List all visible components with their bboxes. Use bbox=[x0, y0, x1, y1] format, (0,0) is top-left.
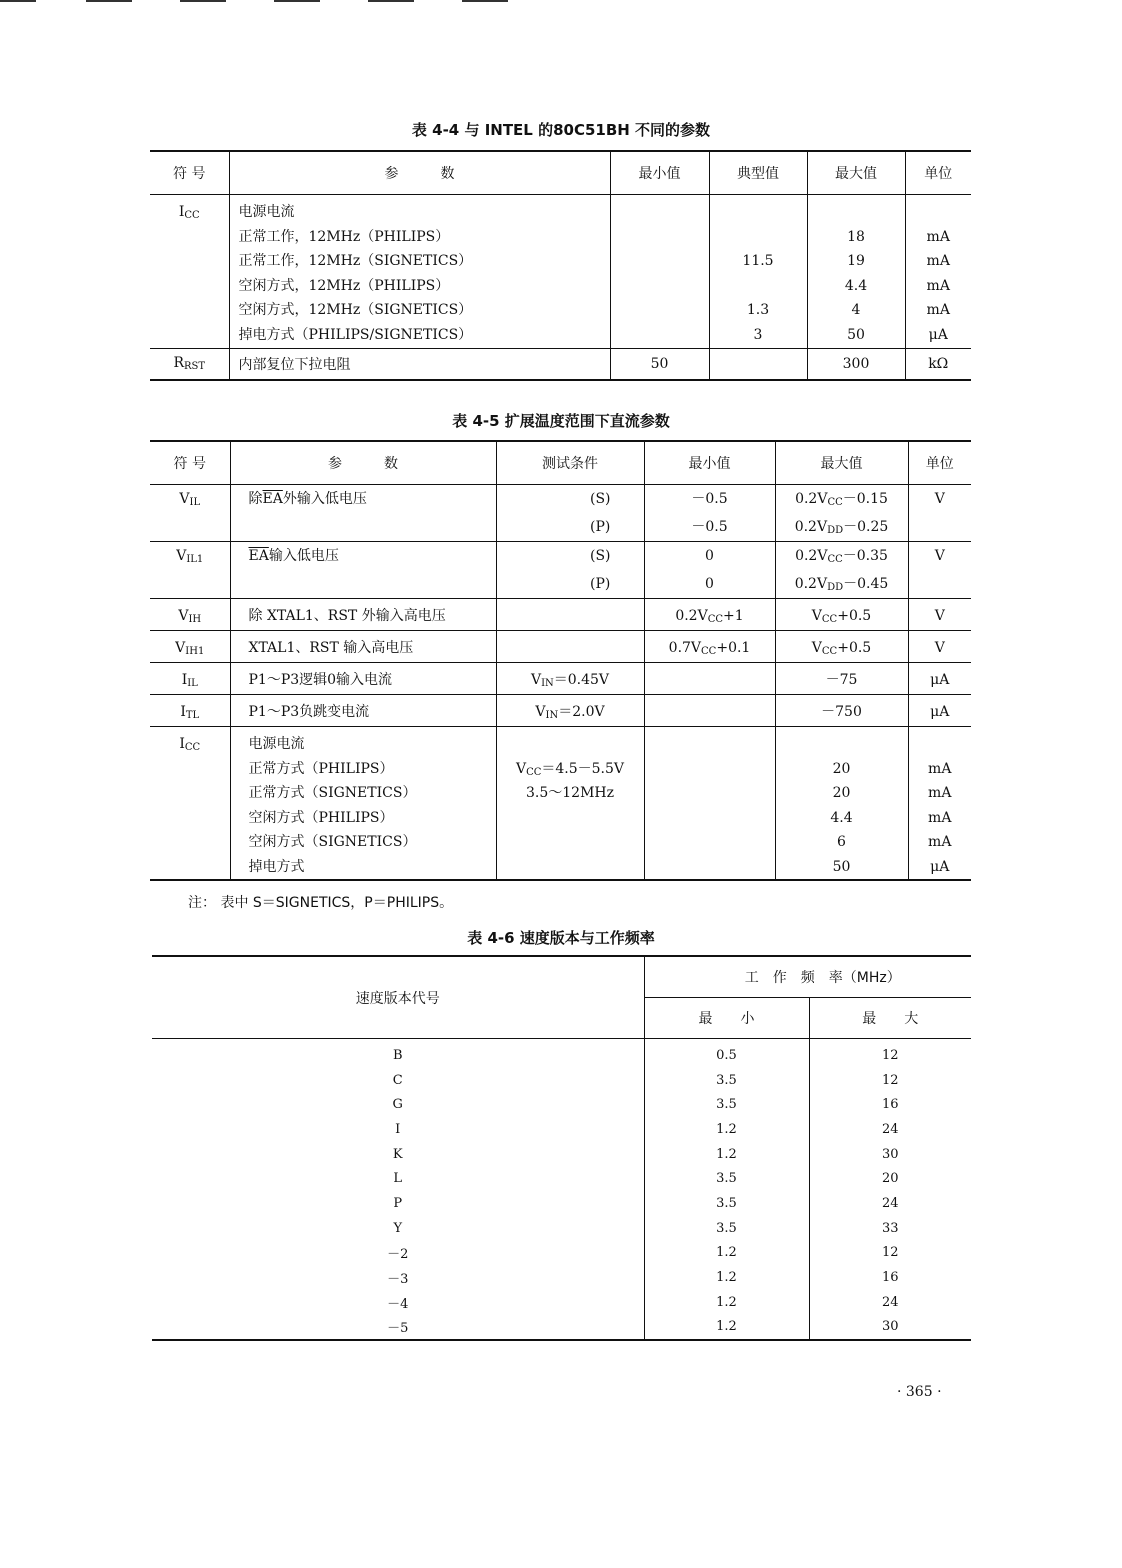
min-cell: 3.5 bbox=[644, 1216, 809, 1241]
max-cell: $V_{CC}+0.5$ bbox=[775, 599, 908, 631]
unit-cell: mA mA mA mA μA bbox=[905, 195, 971, 349]
unit-cell: kΩ bbox=[905, 348, 971, 380]
parameter-cell: XTAL1、RST 输入高电压 bbox=[230, 631, 496, 663]
header-symbol: 符 号 bbox=[150, 441, 230, 485]
unit-cell: V bbox=[908, 631, 971, 663]
condition-cell: $V_{IN}=0.45V$ bbox=[496, 663, 644, 695]
table-body bbox=[152, 1039, 971, 1341]
unit-cell: mA mA mA mA μA bbox=[908, 727, 971, 881]
table-row bbox=[152, 1068, 971, 1093]
speed-code-cell: C bbox=[392, 1072, 403, 1088]
speed-code-cell: Y bbox=[393, 1220, 403, 1236]
max-cell: 20 bbox=[809, 1166, 971, 1191]
min-cell: 3.5 bbox=[644, 1166, 809, 1191]
header-symbol: 符 号 bbox=[150, 151, 229, 195]
symbol-cell: $V_{IH}$ bbox=[150, 599, 230, 631]
header-min: 最小值 bbox=[644, 441, 775, 485]
table-row-vil1 bbox=[150, 542, 971, 599]
condition-cell bbox=[496, 485, 644, 542]
table-row-icc bbox=[150, 727, 971, 881]
parameter-cell: 电源电流 正常工作，12MHz（PHILIPS） 正常工作，12MHz（SIGNETICS） 空闲方式，12MHz（PHILIPS） 空闲方式，12MHz（SIGNETICS） 掉电方式（PHILIPS/SIGNETICS） bbox=[229, 195, 610, 349]
speed-code-cell: －2 bbox=[387, 1247, 409, 1263]
max-cell: 24 bbox=[809, 1290, 971, 1315]
condition-cell bbox=[496, 631, 644, 663]
table-row-vih bbox=[150, 599, 971, 631]
max-cell: 16 bbox=[809, 1092, 971, 1117]
min-cell: 1.2 bbox=[644, 1265, 809, 1290]
min-cell: 50 bbox=[610, 348, 709, 380]
min-cell: 1.2 bbox=[644, 1315, 809, 1341]
table-row bbox=[152, 1216, 971, 1241]
symbol-cell: $V_{IH1}$ bbox=[150, 631, 230, 663]
table-4-6-title: 表 4-6 速度版本与工作频率 bbox=[467, 929, 655, 947]
unit-cell: μA bbox=[908, 695, 971, 727]
symbol-cell: $I_{CC}$ bbox=[150, 195, 229, 349]
table-row-iil bbox=[150, 663, 971, 695]
header-unit: 单位 bbox=[905, 151, 971, 195]
min-cell: 1.2 bbox=[644, 1142, 809, 1167]
top-scan-marks bbox=[0, 0, 1122, 4]
min-cell: 3.5 bbox=[644, 1092, 809, 1117]
parameter-cell: $\overline{EA}$输入低电压 (S) (P) bbox=[230, 542, 496, 599]
speed-code-cell: －3 bbox=[387, 1272, 409, 1288]
table-4-5-title: 表 4-5 扩展温度范围下直流参数 bbox=[452, 412, 670, 430]
header-unit: 单位 bbox=[908, 441, 971, 485]
min-cell: 1.2 bbox=[644, 1241, 809, 1266]
speed-code-cell: B bbox=[392, 1047, 403, 1063]
max-cell: $0.2V_{CC}-0.35$ $0.2V_{DD}-0.45$ bbox=[775, 542, 908, 599]
speed-code-cell: L bbox=[393, 1171, 403, 1187]
unit-cell: μA bbox=[908, 663, 971, 695]
condition-cell bbox=[496, 599, 644, 631]
header-max: 最大值 bbox=[807, 151, 905, 195]
min-cell bbox=[610, 195, 709, 349]
table-header-row bbox=[152, 956, 971, 998]
parameter-cell: P1～P3负跳变电流 bbox=[230, 695, 496, 727]
table-note: 注： 表中 S＝SIGNETICS，P＝PHILIPS。 bbox=[188, 895, 454, 911]
symbol-cell: $I_{TL}$ bbox=[150, 695, 230, 727]
header-frequency: 工 作 频 率（MHz） bbox=[644, 956, 971, 998]
unit-cell: V bbox=[908, 599, 971, 631]
page-number: · 365 · bbox=[897, 1384, 942, 1400]
table-row bbox=[152, 1166, 971, 1191]
max-cell: 12 bbox=[809, 1068, 971, 1093]
table-row bbox=[152, 1039, 971, 1068]
table-4-4-title: 表 4-4 与 INTEL 的80C51BH 不同的参数 bbox=[411, 121, 711, 139]
max-cell: 12 bbox=[809, 1241, 971, 1266]
speed-code-cell: I bbox=[395, 1121, 401, 1137]
table-row bbox=[152, 1142, 971, 1167]
parameter-cell: 除 XTAL1、RST 外输入高电压 bbox=[230, 599, 496, 631]
table-header-row bbox=[150, 441, 971, 485]
max-cell: 24 bbox=[809, 1117, 971, 1142]
min-cell: 1.2 bbox=[644, 1117, 809, 1142]
table-4-4 bbox=[150, 150, 971, 381]
max-cell: $0.2V_{CC}-0.15$ $0.2V_{DD}-0.25$ bbox=[775, 485, 908, 542]
typ-cell bbox=[709, 348, 807, 380]
condition-cell: $V_{IN}=2.0V$ bbox=[496, 695, 644, 727]
header-condition: 测试条件 bbox=[496, 441, 644, 485]
table-header-row bbox=[150, 151, 971, 195]
speed-code-cell: －4 bbox=[387, 1296, 409, 1312]
header-typ: 典型值 bbox=[709, 151, 807, 195]
min-cell: $0.7V_{CC}+0.1$ bbox=[644, 631, 775, 663]
min-cell: 0 0 bbox=[644, 542, 775, 599]
table-row-vih1 bbox=[150, 631, 971, 663]
parameter-cell: 电源电流 正常方式（PHILIPS） 正常方式（SIGNETICS） 空闲方式（PHILIPS） 空闲方式（SIGNETICS） 掉电方式 bbox=[230, 727, 496, 881]
max-cell: －75 bbox=[775, 663, 908, 695]
table-row bbox=[152, 1191, 971, 1216]
min-cell: 1.2 bbox=[644, 1290, 809, 1315]
speed-code-cell: K bbox=[392, 1146, 403, 1162]
min-cell: 0.5 bbox=[644, 1039, 809, 1068]
symbol-cell: $I_{CC}$ bbox=[179, 736, 201, 753]
unit-cell: V bbox=[908, 542, 971, 599]
typ-cell: 11.5 1.3 3 bbox=[709, 195, 807, 349]
table-4-6 bbox=[152, 955, 971, 1341]
min-cell: 3.5 bbox=[644, 1191, 809, 1216]
max-cell: －750 bbox=[775, 695, 908, 727]
max-cell: 12 bbox=[809, 1039, 971, 1068]
max-cell: 16 bbox=[809, 1265, 971, 1290]
min-cell bbox=[644, 695, 775, 727]
min-cell: 3.5 bbox=[644, 1068, 809, 1093]
max-cell: 30 bbox=[809, 1142, 971, 1167]
min-cell: $0.2V_{CC}+1$ bbox=[644, 599, 775, 631]
min-cell: －0.5 －0.5 bbox=[644, 485, 775, 542]
speed-code-cell: G bbox=[392, 1097, 403, 1113]
min-cell bbox=[644, 727, 775, 881]
symbol-cell: $R_{RST}$ bbox=[173, 355, 206, 373]
unit-cell: V bbox=[908, 485, 971, 542]
symbol-cell: $V_{IL}$ bbox=[150, 485, 230, 542]
table-row bbox=[152, 1241, 971, 1266]
speed-code-cell: P bbox=[393, 1195, 403, 1211]
table-row bbox=[152, 1117, 971, 1142]
min-cell bbox=[644, 663, 775, 695]
max-cell: 18 19 4.4 4 50 bbox=[807, 195, 905, 349]
parameter-cell: P1～P3逻辑0输入电流 bbox=[230, 663, 496, 695]
table-row-icc bbox=[150, 195, 971, 349]
symbol-cell: $I_{IL}$ bbox=[150, 663, 230, 695]
max-cell: 20 20 4.4 6 50 bbox=[775, 727, 908, 881]
header-min: 最 小 bbox=[644, 998, 809, 1039]
max-cell: $V_{CC}+0.5$ bbox=[775, 631, 908, 663]
max-cell: 33 bbox=[809, 1216, 971, 1241]
speed-code-cell: －5 bbox=[387, 1321, 409, 1337]
header-min: 最小值 bbox=[610, 151, 709, 195]
symbol-cell: $V_{IL1}$ bbox=[150, 542, 230, 599]
header-parameter: 参 数 bbox=[229, 151, 610, 195]
max-cell: 30 bbox=[809, 1315, 971, 1341]
condition-cell: $V_{CC}=4.5-5.5V$ 3.5～12MHz bbox=[496, 727, 644, 881]
table-row bbox=[152, 1265, 971, 1290]
header-max: 最大值 bbox=[775, 441, 908, 485]
max-cell: 24 bbox=[809, 1191, 971, 1216]
table-row bbox=[152, 1290, 971, 1315]
condition-cell bbox=[496, 542, 644, 599]
header-speed-code: 速度版本代号 bbox=[152, 956, 644, 1039]
table-row bbox=[152, 1092, 971, 1117]
table-4-5 bbox=[150, 440, 971, 881]
parameter-cell: 内部复位下拉电阻 bbox=[229, 348, 610, 380]
header-max: 最 大 bbox=[809, 998, 971, 1039]
parameter-cell: 除$\overline{EA}$外输入低电压 (S) (P) bbox=[230, 485, 496, 542]
table-row-vil bbox=[150, 485, 971, 542]
table-row-rrst bbox=[150, 348, 971, 380]
max-cell: 300 bbox=[807, 348, 905, 380]
header-parameter: 参 数 bbox=[230, 441, 496, 485]
table-row-itl bbox=[150, 695, 971, 727]
table-row bbox=[152, 1315, 971, 1341]
